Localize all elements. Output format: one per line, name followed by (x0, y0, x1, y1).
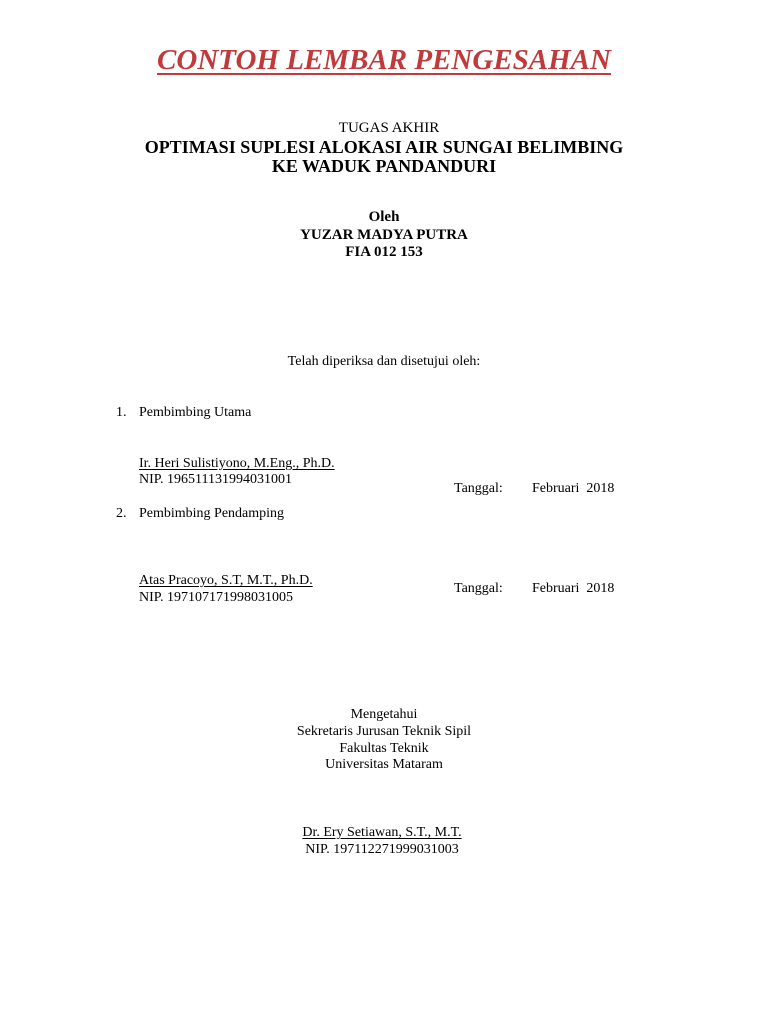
approval-statement: Telah diperiksa dan disetujui oleh: (287, 354, 481, 369)
author-id: FIA 012 153 (345, 244, 423, 260)
supervisor-1-number: 1. (116, 405, 127, 420)
supervisor-1-date-label: Tanggal: (454, 481, 503, 496)
supervisor-2-date-label: Tanggal: (454, 581, 503, 596)
supervisor-1-date-value: Februari 2018 (532, 481, 615, 496)
supervisor-1-name: Ir. Heri Sulistiyono, M.Eng., Ph.D. (139, 456, 335, 471)
supervisor-1-nip: NIP. 196511131994031001 (139, 472, 292, 487)
page-heading: CONTOH LEMBAR PENGESAHAN (157, 44, 611, 76)
supervisor-2-date-value: Februari 2018 (532, 581, 615, 596)
acknowledge-university: Universitas Mataram (325, 757, 443, 772)
thesis-type: TUGAS AKHIR (338, 120, 440, 136)
acknowledge-nip: NIP. 197112271999031003 (305, 842, 459, 857)
by-label: Oleh (368, 209, 400, 225)
supervisor-2-name: Atas Pracoyo, S.T, M.T., Ph.D. (139, 573, 313, 588)
acknowledge-position: Sekretaris Jurusan Teknik Sipil (296, 724, 472, 739)
supervisor-2-number: 2. (116, 506, 127, 521)
acknowledge-name: Dr. Ery Setiawan, S.T., M.T. (302, 825, 462, 840)
acknowledge-label: Mengetahui (350, 707, 418, 722)
thesis-title-line1: OPTIMASI SUPLESI ALOKASI AIR SUNGAI BELIMBING (144, 137, 624, 157)
acknowledge-faculty: Fakultas Teknik (339, 741, 429, 756)
thesis-title-line2: KE WADUK PANDANDURI (271, 156, 497, 176)
supervisor-2-nip: NIP. 197107171998031005 (139, 590, 294, 605)
author-name: YUZAR MADYA PUTRA (300, 227, 468, 243)
supervisor-2-role: Pembimbing Pendamping (139, 506, 285, 521)
supervisor-1-role: Pembimbing Utama (139, 405, 252, 420)
